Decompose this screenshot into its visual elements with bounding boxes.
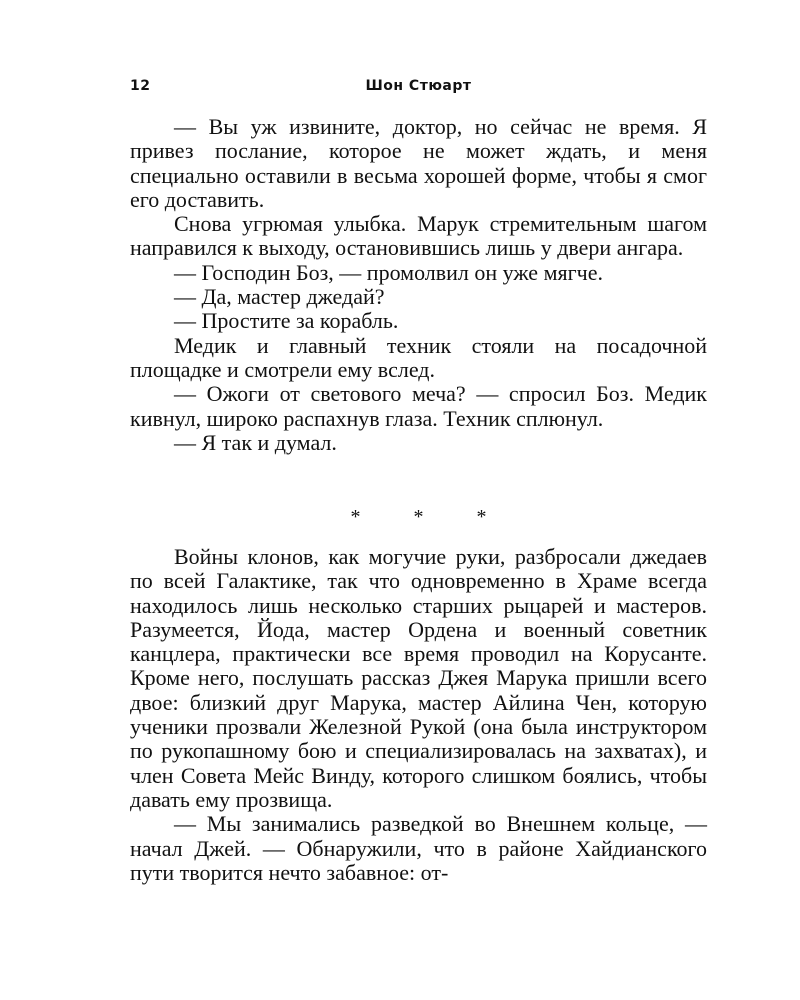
paragraph: — Мы занимались разведкой во Внешнем кольце, — начал Джей. — Обнаружили, что в районе Хайдианского пути творится нечто забавное: от-	[130, 811, 707, 885]
text-section-two	[130, 545, 707, 885]
paragraph: — Господин Боз, — промолвил он уже мягче.	[174, 259, 603, 285]
paragraph: Снова угрюмая улыбка. Марук стремительным шагом направился к выходу, остановившись лишь у двери ангара.	[130, 211, 707, 261]
paragraph: — Я так и думал.	[174, 429, 337, 455]
paragraph: — Простите за корабль.	[174, 308, 399, 334]
paragraph: — Да, мастер джедай?	[174, 284, 385, 310]
running-title-author: Шон Стюарт	[365, 78, 472, 94]
section-separator: * * *	[350, 506, 511, 528]
page-header	[130, 78, 707, 100]
paragraph: Войны клонов, как могучие руки, разбросали джедаев по всей Галактике, так что одновременно в Храме всегда находилось лишь несколько старших рыцарей и мастеров. Разумеется, Йода, мастер Ордена и военный советник канцлера, практически все время проводил на Корусанте. Кроме него, послушать рассказ Джея Марука пришли всего двое: близкий друг Марука, мастер Айлина Чен, которую ученики прозвали Железной Рукой (она была инструктором по рукопашному бою и специализировалась на захватах), и член Совета Мейс Винду, которого слишком боялись, чтобы давать ему прозвища.	[130, 544, 707, 812]
paragraph: — Ожоги от светового меча? — спросил Боз. Медик кивнул, широко распахнув глаза. Техник сплюнул.	[130, 381, 707, 431]
paragraph: — Вы уж извините, доктор, но сейчас не время. Я привез послание, которое не может ждать, и меня специально оставили в весьма хорошей форме, чтобы я смог его доставить.	[130, 114, 707, 212]
paragraph: Медик и главный техник стояли на посадочной площадке и смотрели ему вслед.	[130, 332, 707, 382]
page-number: 12	[130, 78, 151, 94]
text-section-one	[130, 115, 707, 455]
